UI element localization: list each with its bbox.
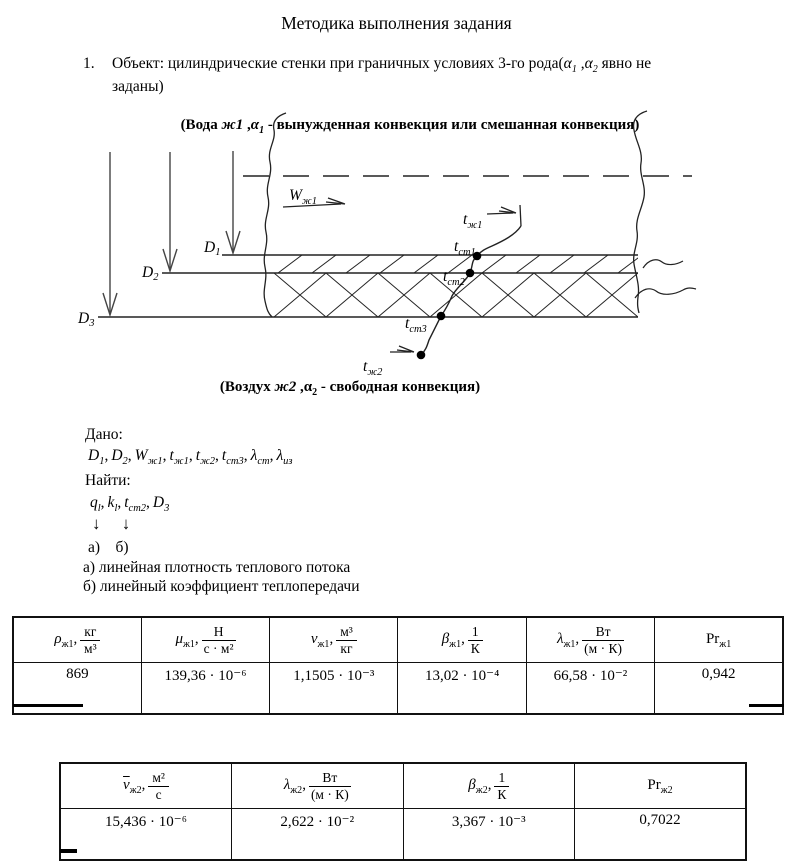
value-cell: 869 — [13, 663, 141, 715]
column-header: $\beta_{ж2}$, $\frac{1}{К}$ — [403, 763, 575, 809]
option-b-text: б) линейный коэффициент теплопередачи — [83, 578, 360, 595]
value-cell: 0,7022 — [575, 809, 747, 861]
column-header: $\mu_{ж1}$, $\frac{Н}{\text{с · м²}}$ — [141, 617, 269, 663]
edge-squiggle-top — [643, 260, 683, 268]
label-t-st1: $t_{ст1}$ — [454, 238, 476, 258]
find-label: Найти: — [85, 472, 131, 489]
option-markers: а) б) — [88, 539, 129, 556]
option-a-text: а) линейная плотность теплового потока — [83, 559, 351, 576]
caption-water: (Вода ж1 $,\alpha_1$ - вынужденная конвекция или смешанная конвекция) — [180, 117, 640, 136]
column-header: $\nu_{ж1}$, $\frac{\text{м³}}{кг}$ — [270, 617, 398, 663]
value-cell: 0,942 — [655, 663, 783, 715]
underline-artifact — [60, 849, 77, 853]
column-header: $Pr_{ж2}$ — [575, 763, 747, 809]
t-zh1-arrow — [487, 205, 521, 226]
task-number: 1. — [83, 55, 95, 72]
label-w-zh1: $W_{ж1}$ — [289, 187, 317, 207]
label-t-zh1: $t_{ж1}$ — [463, 211, 483, 231]
task-line1: Объект: цилиндрические стенки при граничных условиях 3-го $рода(\alpha_1$ $,\alpha_2$ явно не — [112, 55, 652, 76]
edge-squiggle-bottom — [635, 288, 696, 298]
value-cell: 1,1505 · 10⁻³ — [270, 663, 398, 715]
column-header: $\beta_{ж1}$, $\frac{1}{К}$ — [398, 617, 526, 663]
label-t-zh2: $t_{ж2}$ — [363, 358, 383, 378]
diameter-arrows — [103, 151, 240, 315]
value-row — [60, 809, 746, 861]
underline-artifact — [749, 704, 784, 707]
task-line2: заданы) — [112, 78, 164, 95]
caption-air: (Воздух ж2 $,\alpha_2$ - свободная конвекция) — [219, 379, 481, 398]
value-cell: 139,36 · 10⁻⁶ — [141, 663, 269, 715]
value-cell: 3,367 · 10⁻³ — [403, 809, 575, 861]
find-formula: $q_l$, $k_l$, $t_{ст2}$, $D_3$ — [90, 494, 170, 515]
value-cell: 66,58 · 10⁻² — [526, 663, 654, 715]
column-header: $\lambda_{ж1}$, $\frac{Вт}{(м \cdot К)}$ — [526, 617, 654, 663]
t-zh2-arrow — [390, 346, 414, 352]
properties-table-air — [59, 762, 747, 861]
value-cell: 15,436 · 10⁻⁶ — [60, 809, 232, 861]
label-t-st2: $t_{ст2}$ — [443, 268, 465, 288]
underline-artifact — [13, 704, 83, 707]
dano-label: Дано: — [85, 426, 123, 443]
column-header: $Pr_{ж1}$ — [655, 617, 783, 663]
header-row — [60, 763, 746, 809]
column-header: $\lambda_{ж2}$, $\frac{Вт}{(м \cdot К)}$ — [232, 763, 404, 809]
value-row — [13, 663, 783, 715]
properties-table-water — [12, 616, 784, 715]
column-header: $\rho_{ж1}$, $\frac{кг}{\text{м³}}$ — [13, 617, 141, 663]
label-d2: D2 — [142, 264, 159, 283]
page-title: Методика выполнения задания — [281, 13, 512, 33]
value-cell: 13,02 · 10⁻⁴ — [398, 663, 526, 715]
dano-formula: $D_1$, $D_2$, $W_{ж1}$, $t_{ж1}$, $t_{ж2}$, $t_{ст3}$, $\lambda_{ст}$, $\lambda_{из}$ — [88, 447, 293, 468]
label-d3: D3 — [78, 310, 95, 329]
label-t-st3: $t_{ст3}$ — [405, 315, 427, 335]
value-cell: 2,622 · 10⁻² — [232, 809, 404, 861]
header-row — [13, 617, 783, 663]
label-d1: D1 — [204, 239, 221, 258]
column-header: $\overline{\nu}_{ж2}$, $\frac{\text{м²}}{с}$ — [60, 763, 232, 809]
mapping-arrows: ↓ ↓ — [92, 514, 131, 533]
